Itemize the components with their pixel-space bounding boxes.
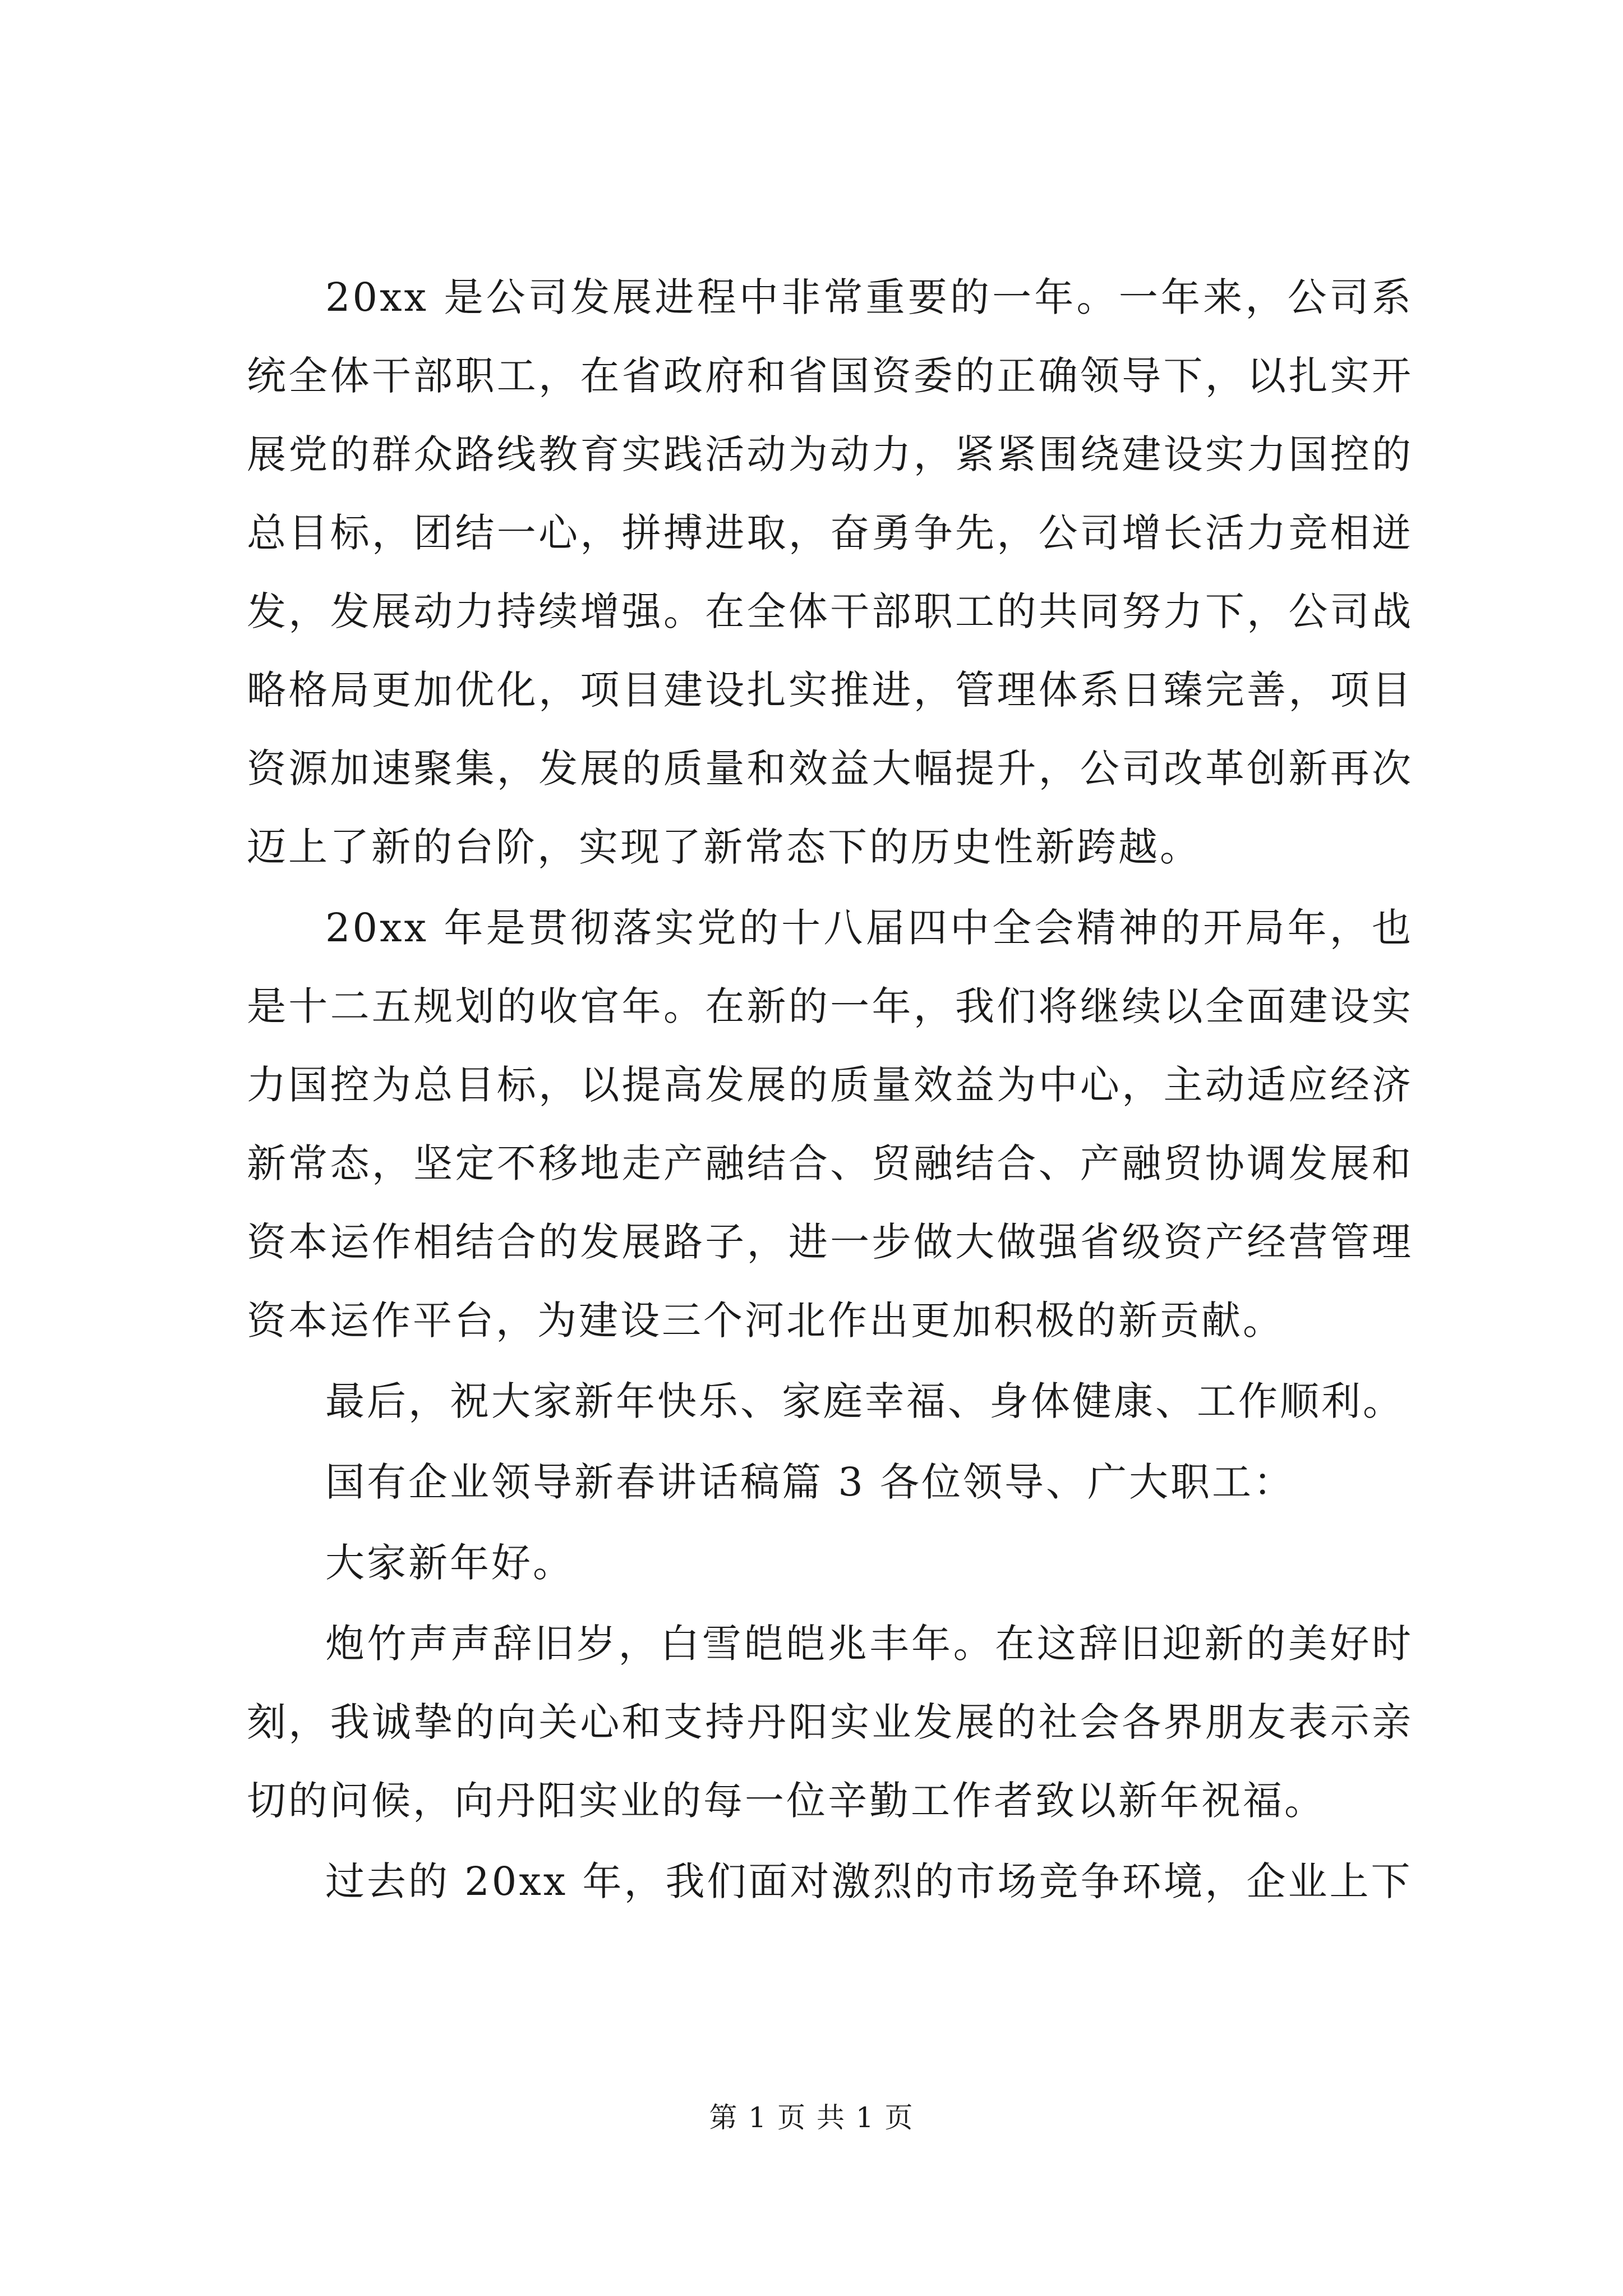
paragraph-section-heading: 国有企业领导新春讲话稿篇 3 各位领导、广大职工： [325, 1459, 1295, 1505]
paragraph-wishes: 最后，祝大家新年快乐、家庭幸福、身体健康、工作顺利。 [325, 1378, 1404, 1424]
paragraph-review: 20xx 是公司发展进程中非常重要的一年。一年来，公司系统全体干部职工，在省政府和省国资委的正确领导下，以扎实开展党的群众路线教育实践活动为动力，紧紧围绕建设实力国控的总目标，团结一心，拼搏进取，奋勇争先，公司增长活力竞相迸发，发展动力持续增强。在全体干部职工的共同努力下，公司战略格局更加优化，项目建设扎实推进，管理体系日臻完善，项目资源加速聚集，发展的质量和效益大幅提升，公司改革创新再次迈上了新的台阶，实现了新常态下的历史性新跨越。 [247, 274, 1413, 870]
paragraph-new-year: 炮竹声声辞旧岁，白雪皑皑兆丰年。在这辞旧迎新的美好时刻，我诚挚的向关心和支持丹阳实业发展的社会各界朋友表示亲切的问候，向丹阳实业的每一位辛勤工作者致以新年祝福。 [247, 1621, 1413, 1824]
paragraph-past-year: 过去的 20xx 年，我们面对激烈的市场竞争环境，企业上下 [325, 1858, 1413, 1904]
paragraph-greeting: 大家新年好。 [325, 1540, 574, 1586]
paragraph-outlook: 20xx 年是贯彻落实党的十八届四中全会精神的开局年，也是十二五规划的收官年。在新的一年，我们将继续以全面建设实力国控为总目标，以提高发展的质量效益为中心，主动适应经济新常态，坚定不移地走产融结合、贸融结合、产融贸协调发展和资本运作相结合的发展路子，进一步做大做强省级资产经营管理资本运作平台，为建设三个河北作出更加积极的新贡献。 [247, 905, 1413, 1343]
page-footer: 第 1 页 共 1 页 [709, 2101, 914, 2134]
document-body [247, 258, 1413, 1923]
